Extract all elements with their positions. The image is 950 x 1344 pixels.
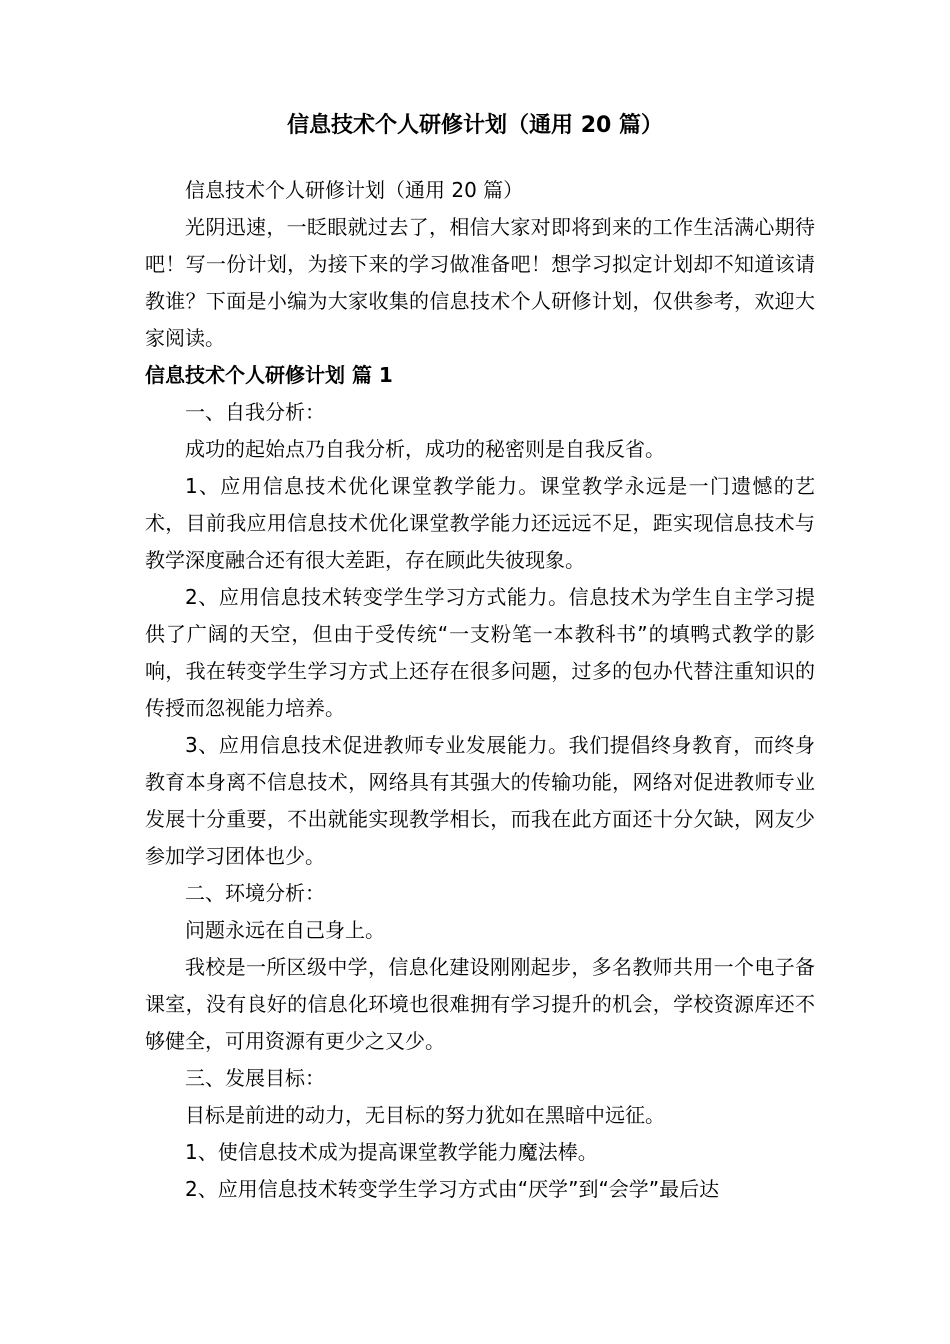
subtitle-paragraph: 信息技术个人研修计划（通用 20 篇） <box>185 178 524 202</box>
body-paragraph: 问题永远在自己身上。 <box>185 918 385 942</box>
intro-paragraph: 光阴迅速，一眨眼就过去了，相信大家对即将到来的工作生活满心期待吧！写一份计划，为接下来的学习做准备吧！想学习拟定计划却不知道该请教谁？下面是小编为大家收集的信息技术个人研修计划，仅供参考，欢迎大家阅读。 <box>145 215 815 350</box>
document-title: 信息技术个人研修计划（通用 20 篇） <box>287 113 663 138</box>
subheading-self-analysis: 一、自我分析： <box>185 400 325 424</box>
body-paragraph: 2、应用信息技术转变学生学习方式能力。信息技术为学生自主学习提供了广阔的天空，但由于受传统“一支粉笔一本教科书”的填鸭式教学的影响，我在转变学生学习方式上还存在很多问题，过多的包办代替注重知识的传授而忽视能力培养。 <box>145 585 815 720</box>
body-paragraph: 1、应用信息技术优化课堂教学能力。课堂教学永远是一门遗憾的艺术，目前我应用信息技术优化课堂教学能力还远远不足，距实现信息技术与教学深度融合还有很大差距，存在顾此失彼现象。 <box>145 474 815 572</box>
body-paragraph: 2、应用信息技术转变学生学习方式由“厌学”到“会学”最后达 <box>185 1177 720 1201</box>
body-paragraph: 目标是前进的动力，无目标的努力犹如在黑暗中远征。 <box>185 1103 665 1127</box>
body-paragraph: 我校是一所区级中学，信息化建设刚刚起步，多名教师共用一个电子备课室，没有良好的信息化环境也很难拥有学习提升的机会，学校资源库还不够健全，可用资源有更少之又少。 <box>145 955 815 1053</box>
document-body <box>145 172 815 1208</box>
section-heading: 信息技术个人研修计划 篇 1 <box>145 363 393 387</box>
subheading-development-goals: 三、发展目标： <box>185 1066 325 1090</box>
body-paragraph: 3、应用信息技术促进教师专业发展能力。我们提倡终身教育，而终身教育本身离不信息技术，网络具有其强大的传输功能，网络对促进教师专业发展十分重要，不出就能实现教学相长，而我在此方面还十分欠缺，网友少参加学习团体也少。 <box>145 733 815 868</box>
subheading-environment-analysis: 二、环境分析： <box>185 881 325 905</box>
body-paragraph: 1、使信息技术成为提高课堂教学能力魔法棒。 <box>185 1140 598 1164</box>
body-paragraph: 成功的起始点乃自我分析，成功的秘密则是自我反省。 <box>185 437 665 461</box>
